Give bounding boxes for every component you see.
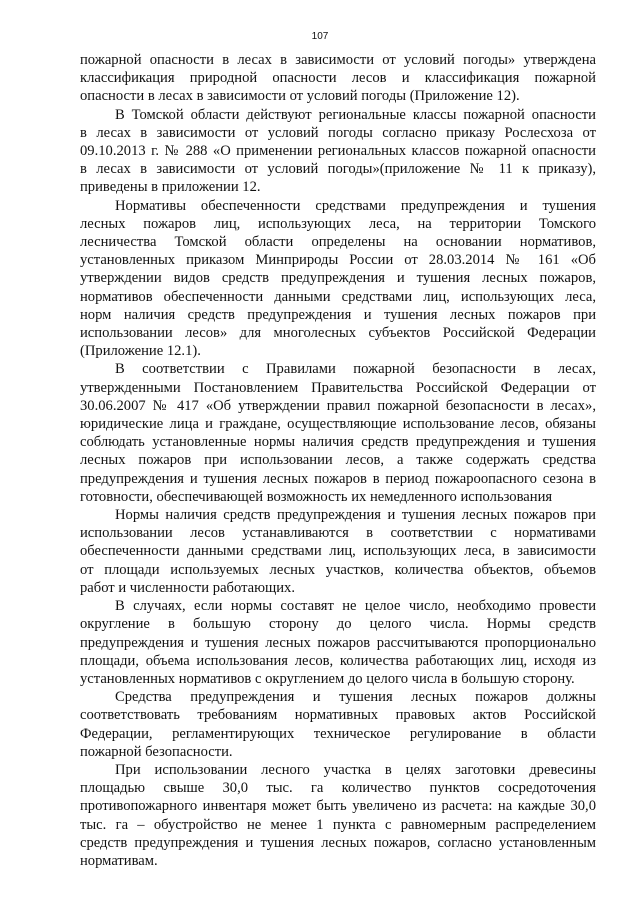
text-line: юридические лица и граждане, осуществляющие использование лесов, обязаны bbox=[80, 416, 596, 433]
text-line: использовании лесов» для многолесных субъектов Российской Федерации bbox=[80, 325, 596, 342]
paragraph bbox=[80, 51, 596, 106]
text-line: Нормативы обеспеченности средствами предупреждения и тушения bbox=[115, 197, 596, 214]
paragraph bbox=[80, 761, 596, 870]
text-line: классификация природной опасности лесов и классификация пожарной bbox=[80, 70, 596, 87]
text-line: Нормы наличия средств предупреждения и тушения лесных пожаров при bbox=[115, 507, 596, 524]
text-line: 09.10.2013 г. № 288 «О применении региональных классов пожарной опасности bbox=[80, 143, 596, 160]
text-line: 30.06.2007 № 417 «Об утверждении правил пожарной безопасности в лесах», bbox=[80, 397, 596, 414]
paragraph bbox=[80, 106, 596, 197]
text-line: предупреждения и тушения лесных пожаров рассчитываются пропорционально bbox=[80, 634, 596, 651]
text-line: утверждении видов средств предупреждения и тушения лесных пожаров, bbox=[80, 270, 596, 287]
text-line: приведены в приложении 12. bbox=[80, 179, 261, 196]
text-line: от площади используемых лесных участков, количества объектов, объемов bbox=[80, 561, 596, 578]
text-line: норм наличия средств предупреждения и тушения лесных пожаров при bbox=[80, 306, 596, 323]
text-line: Средства предупреждения и тушения лесных пожаров должны bbox=[115, 689, 596, 706]
text-line: противопожарного инвентаря может быть увеличено из расчета: на каждые 30,0 bbox=[80, 798, 596, 815]
text-line: опасности в лесах в зависимости от условий погоды (Приложение 12). bbox=[80, 88, 520, 105]
text-line: готовности, обеспечивающей возможность их немедленного использования bbox=[80, 488, 553, 505]
text-line: нормативам. bbox=[80, 852, 158, 869]
text-line: пожарной опасности в лесах в зависимости от условий погоды» утверждена bbox=[80, 52, 596, 68]
text-line: При использовании лесного участка в целях заготовки древесины bbox=[115, 761, 596, 778]
text-line: пожарной безопасности. bbox=[80, 743, 233, 760]
text-line: в лесах в зависимости от условий погоды согласно приказу Рослесхоза от bbox=[80, 124, 596, 141]
text-line: предупреждения и тушения лесных пожаров в период пожароопасного сезона в bbox=[80, 470, 596, 487]
text-line: В Томской области действуют региональные классы пожарной опасности bbox=[115, 106, 596, 123]
document-body bbox=[80, 51, 596, 870]
text-line: Федерации, регламентирующих техническое регулирование в области bbox=[80, 725, 596, 742]
text-line: средств предупреждения и тушения лесных пожаров, согласно установленным bbox=[80, 834, 596, 851]
text-line: В случаях, если нормы составят не целое число, необходимо провести bbox=[115, 598, 596, 615]
paragraph bbox=[80, 597, 596, 688]
text-line: округление в большую сторону до целого числа. Нормы средств bbox=[80, 616, 596, 633]
text-line: установленных нормативов с округлением до целого числа в большую сторону. bbox=[80, 670, 575, 687]
page-number: 107 bbox=[311, 31, 329, 42]
text-line: утвержденными Постановлением Правительства Российской Федерации от bbox=[80, 379, 596, 396]
text-line: площади, объема использования лесов, количества работающих лиц, исходя из bbox=[80, 652, 596, 669]
paragraph bbox=[80, 360, 596, 506]
text-line: работ и численности работающих. bbox=[80, 579, 296, 596]
paragraph bbox=[80, 197, 596, 361]
text-line: установленных приказом Минприроды России от 28.03.2014 № 161 «Об bbox=[80, 252, 596, 269]
text-line: обеспеченности данными средствами лиц, использующих леса, в зависимости bbox=[80, 543, 596, 560]
text-line: лесничества Томской области определены на основании нормативов, bbox=[80, 234, 596, 251]
text-line: тыс. га – обустройство не менее 1 пункта с равномерным распределением bbox=[80, 816, 596, 833]
text-line: (Приложение 12.1). bbox=[80, 343, 201, 360]
text-line: соблюдать установленные нормы наличия средств предупреждения и тушения bbox=[80, 434, 596, 451]
text-line: нормативов обеспеченности данными средствами лиц, использующих леса, bbox=[80, 288, 596, 305]
paragraph bbox=[80, 506, 596, 597]
text-line: лесных пожаров при использовании лесов, а также содержать средства bbox=[80, 452, 596, 469]
text-line: лесных пожаров лиц, использующих леса, на территории Томского bbox=[80, 215, 596, 232]
text-line: площадью свыше 30,0 тыс. га количество пунктов сосредоточения bbox=[80, 780, 596, 797]
text-line: использовании лесов устанавливаются в соответствии с нормативами bbox=[80, 525, 596, 542]
paragraph bbox=[80, 688, 596, 761]
text-line: в лесах в зависимости от условий погоды»(приложение № 11 к приказу), bbox=[80, 161, 596, 178]
text-line: соответствовать требованиям нормативных правовых актов Российской bbox=[80, 707, 596, 724]
text-line: В соответствии с Правилами пожарной безопасности в лесах, bbox=[115, 361, 596, 378]
